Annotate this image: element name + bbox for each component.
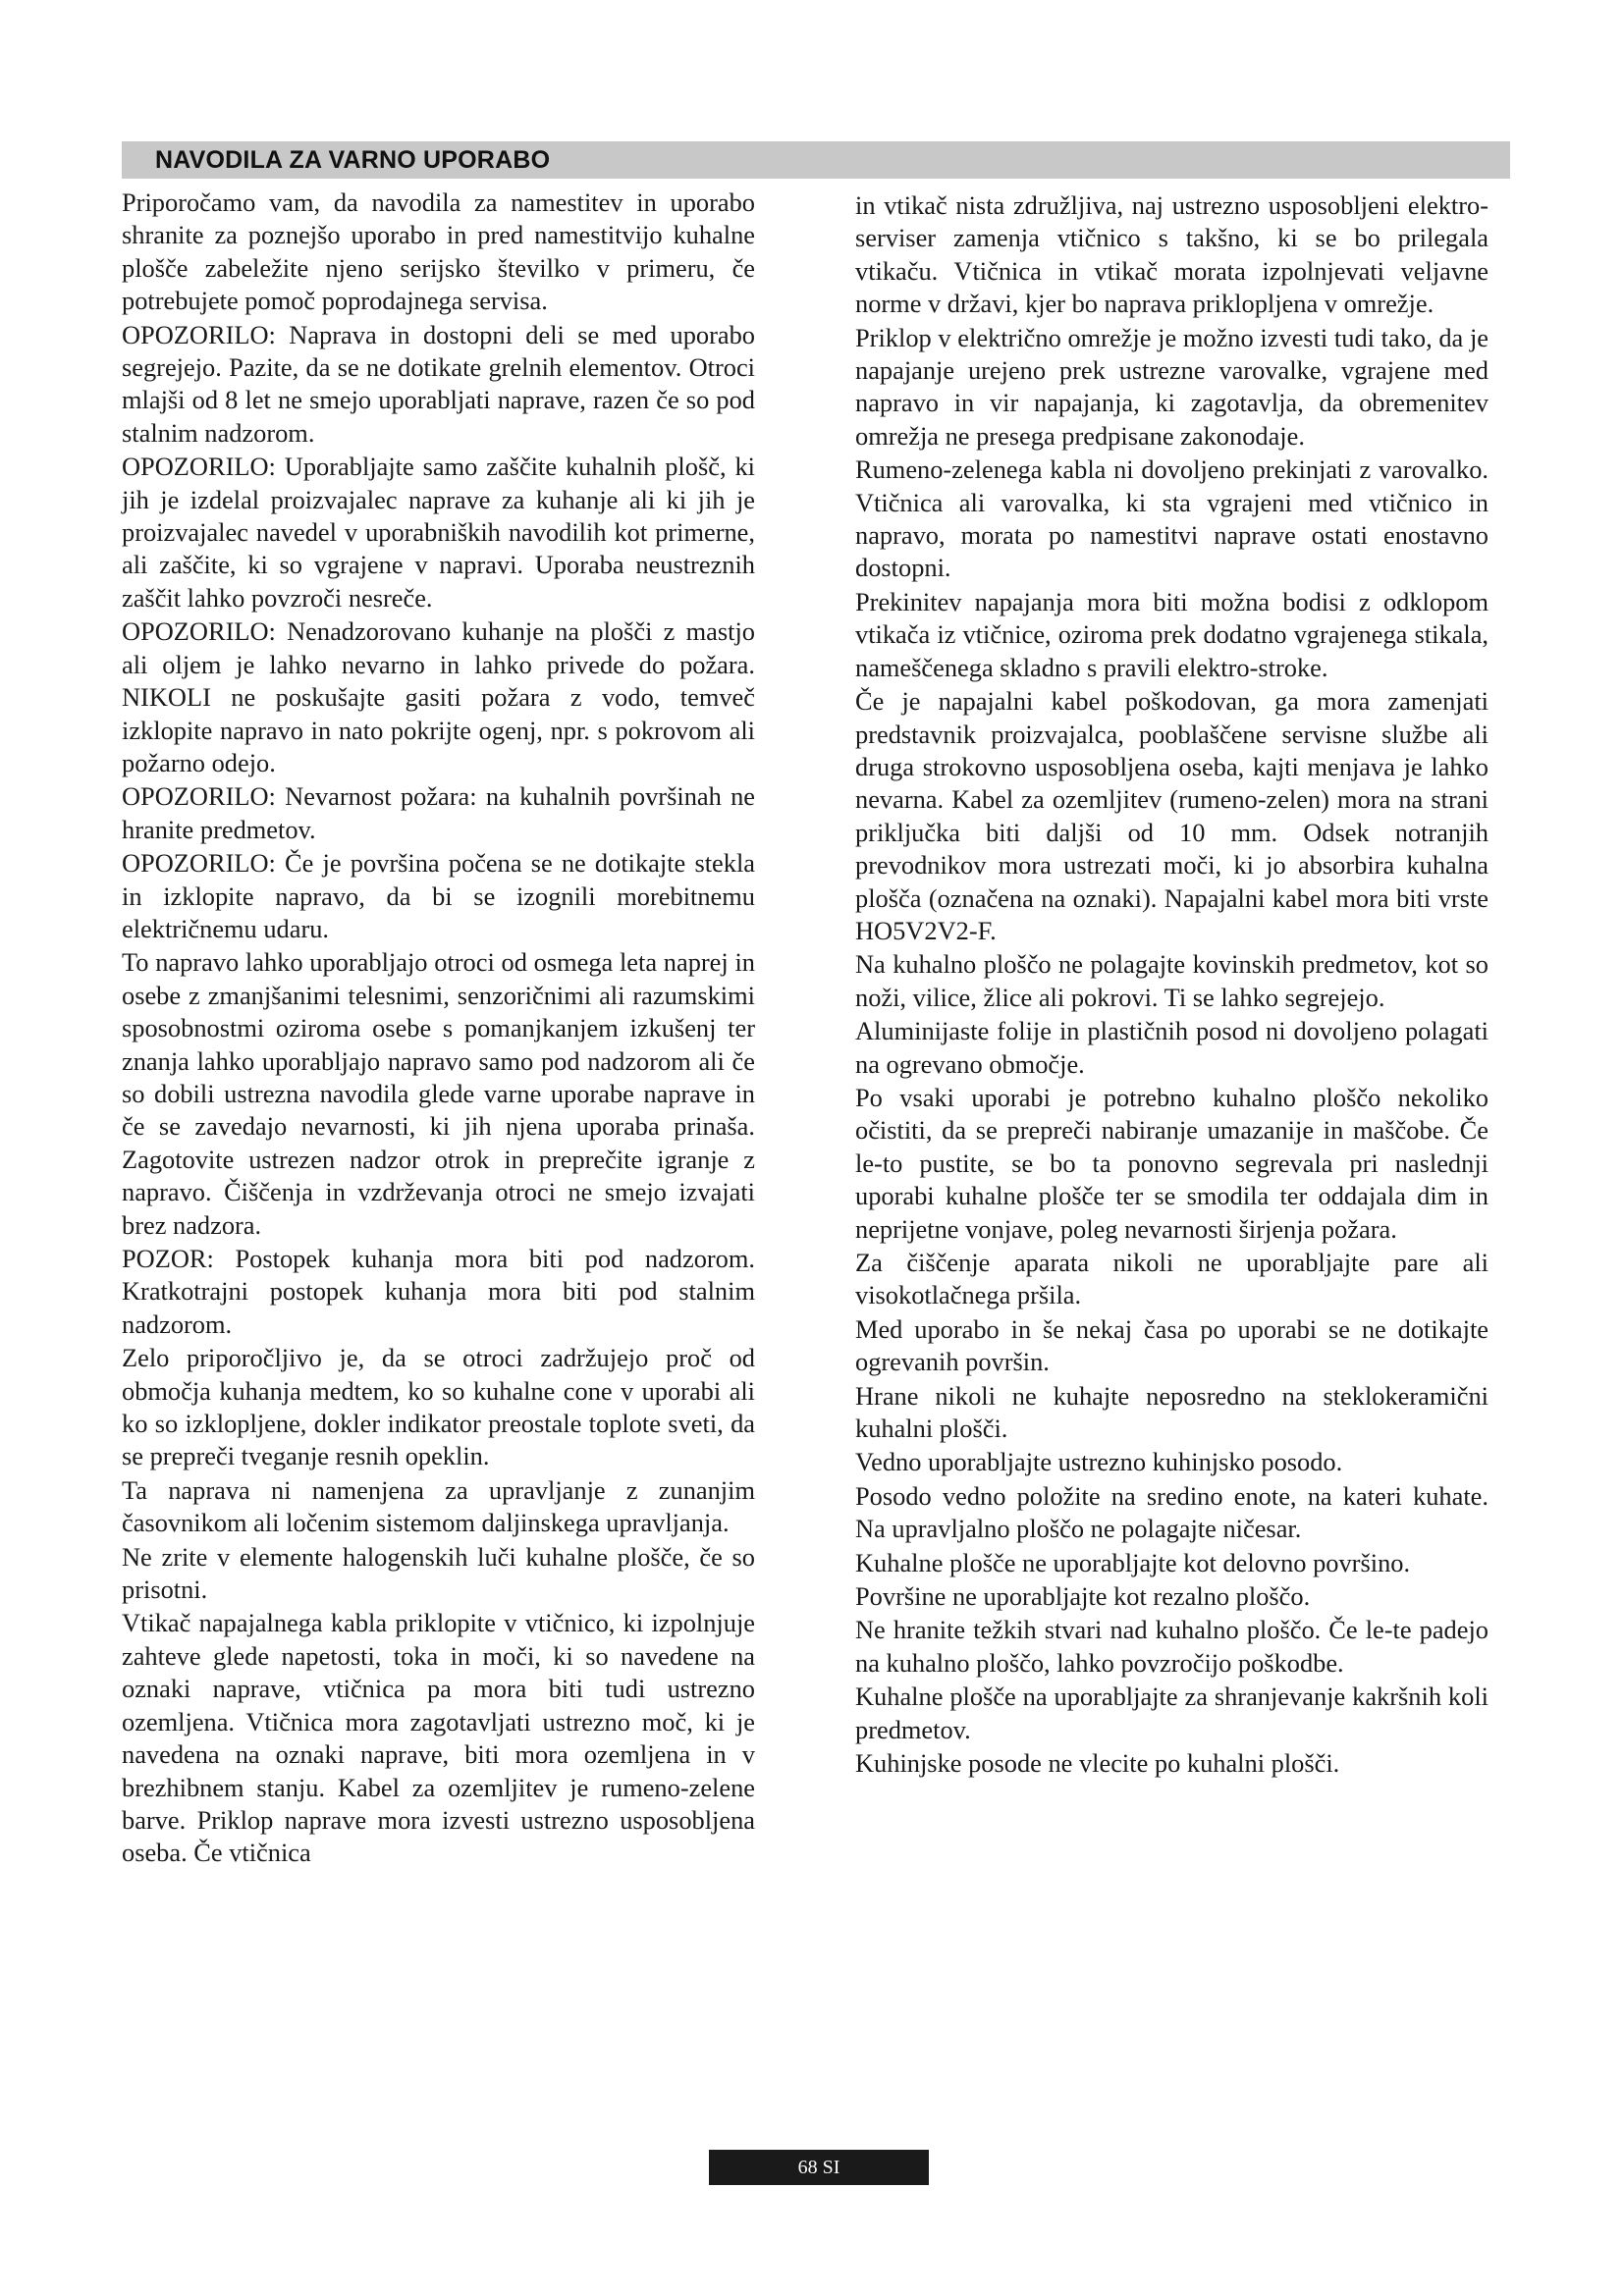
paragraph: in vtikač nista združljiva, naj ustrezno usposobljeni elektro-serviser zamenja vtičnico s takšno, ki se bo prilegala vtikaču. Vtičnica in vtikač morata izpolnjevati veljavne norme v državi, kjer bo naprava priklopljena v omrežje. [855,190,1489,319]
paragraph: Kuhinjske posode ne vlecite po kuhalni plošči. [855,1748,1340,1779]
paragraph: Prekinitev napajanja mora biti možna bodisi z odklopom vtikača iz vtičnice, oziroma prek dodatno vgrajenega stikala, nameščenega skladno s pravili elektro-stroke. [855,586,1489,682]
paragraph: Po vsaki uporabi je potrebno kuhalno ploščo nekoliko očistiti, da se prepreči nabiranje umazanije in maščobe. Če le-to pustite, se bo ta ponovno segrevala pri naslednji uporabi kuhalne plošče ter se smodila ter oddajala dim in neprijetne vonjave, poleg nevarnosti širjenja požara. [855,1082,1489,1244]
paragraph: Posodo vedno položite na sredino enote, na kateri kuhate. Na upravljalno ploščo ne polagajte ničesar. [855,1480,1489,1544]
paragraph: Priklop v električno omrežje je možno izvesti tudi tako, da je napajanje urejeno prek ustrezne varovalke, vgrajene med napravo in vir napajanja, ki zagotavlja, da obremenitev omrežja ne presega predpisane zakonodaje. [855,322,1489,451]
paragraph: POZOR: Postopek kuhanja mora biti pod nadzorom. Kratkotrajni postopek kuhanja mora biti pod stalnim nadzorom. [122,1244,755,1339]
paragraph: Rumeno-zelenega kabla ni dovoljeno prekinjati z varovalko. Vtičnica ali varovalka, ki sta vgrajeni med vtičnico in napravo, morata po namestitvi naprave ostati enostavno dostopni. [855,454,1489,583]
paragraph: OPOZORILO: Uporabljajte samo zaščite kuhalnih plošč, ki jih je izdelal proizvajalec naprave za kuhanje ali ki jih je proizvajalec navedel v uporabniških navodilih kot primerne, ali zaščite, ki so vgrajene v napravi. Uporaba neustreznih zaščit lahko povzroči nesreče. [122,452,755,613]
paragraph: Površine ne uporabljajte kot rezalno ploščo. [855,1581,1311,1612]
paragraph: OPOZORILO: Naprava in dostopni deli se med uporabo segrejejo. Pazite, da se ne dotikate grelnih elementov. Otroci mlajši od 8 let ne smejo uporabljati naprave, razen če so pod stalnim nadzorom. [122,319,755,448]
paragraph: Ta naprava ni namenjena za upravljanje z zunanjim časovnikom ali ločenim sistemom daljinskega upravljanja. [122,1474,755,1538]
right-text-column [855,189,1489,1782]
paragraph: Ne hranite težkih stvari nad kuhalno ploščo. Če le-te padejo na kuhalno ploščo, lahko povzročijo poškodbe. [855,1615,1489,1678]
section-title: NAVODILA ZA VARNO UPORABO [155,146,551,174]
paragraph: Kuhalne plošče ne uporabljajte kot delovno površino. [855,1547,1411,1577]
paragraph: Ne zrite v elemente halogenskih luči kuhalne plošče, če so prisotni. [122,1541,755,1605]
paragraph: OPOZORILO: Nenadzorovano kuhanje na plošči z mastjo ali oljem je lahko nevarno in lahko privede do požara. NIKOLI ne poskušajte gasiti požara z vodo, temveč izklopite napravo in nato pokrijte ogenj, npr. s pokrovom ali požarno odejo. [122,616,755,777]
page-number: 68 SI [709,2150,929,2185]
paragraph: To napravo lahko uporabljajo otroci od osmega leta naprej in osebe z zmanjšanimi telesnimi, senzoričnimi ali razumskimi sposobnostmi oziroma osebe s pomanjkanjem izkušenj ter znanja lahko uporabljajo napravo samo pod nadzorom ali če so dobili ustrezna navodila glede varne uporabe naprave in če se zavedajo nevarnosti, ki jih njena uporaba prinaša. Zagotovite ustrezen nadzor otrok in preprečite igranje z napravo. Čiščenja in vzdrževanja otroci ne smejo izvajati brez nadzora. [122,947,755,1240]
paragraph: Če je napajalni kabel poškodovan, ga mora zamenjati predstavnik proizvajalca, pooblaščene servisne službe ali druga strokovno usposobljena oseba, kajti menjava je lahko nevarna. Kabel za ozemljitev (rumeno-zelen) mora na strani priključka biti daljši od 10 mm. Odsek notranjih prevodnikov mora ustrezati moči, ki jo absorbira kuhalna plošča (označena na oznaki). Napajalni kabel mora biti vrste HO5V2V2-F. [855,686,1489,945]
paragraph: OPOZORILO: Če je površina počena se ne dotikajte stekla in izklopite napravo, da bi se izognili morebitnemu električnemu udaru. [122,848,755,943]
paragraph: Priporočamo vam, da navodila za namestitev in uporabo shranite za poznejšo uporabo in pred namestitvijo kuhalne plošče zabeležite njeno serijsko številko v primeru, če potrebujete pomoč poprodajnega servisa. [122,187,755,316]
paragraph: Zelo priporočljivo je, da se otroci zadržujejo proč od območja kuhanja medtem, ko so kuhalne cone v uporabi ali ko so izklopljene, dokler indikator preostale toplote sveti, da se prepreči tveganje resnih opeklin. [122,1343,755,1471]
paragraph: Vedno uporabljajte ustrezno kuhinjsko posodo. [855,1447,1343,1477]
paragraph: Aluminijaste folije in plastičnih posod ni dovoljeno polagati na ogrevano območje. [855,1016,1489,1079]
paragraph: Na kuhalno ploščo ne polagajte kovinskih predmetov, kot so noži, vilice, žlice ali pokrovi. Ti se lahko segrejejo. [855,949,1489,1012]
paragraph: Za čiščenje aparata nikoli ne uporabljajte pare ali visokotlačnega pršila. [855,1248,1489,1310]
paragraph: Hrane nikoli ne kuhajte neposredno na steklokeramični kuhalni plošči. [855,1380,1489,1444]
paragraph: Med uporabo in še nekaj časa po uporabi se ne dotikajte ogrevanih površin. [855,1313,1489,1377]
left-text-column [122,187,755,1871]
paragraph: Kuhalne plošče na uporabljajte za shranjevanje kakršnih koli predmetov. [855,1682,1489,1744]
paragraph: OPOZORILO: Nevarnost požara: na kuhalnih površinah ne hranite predmetov. [122,781,755,844]
paragraph: Vtikač napajalnega kabla priklopite v vtičnico, ki izpolnjuje zahteve glede napetosti, toka in moči, ki so navedene na oznaki naprave, vtičnica pa mora biti tudi ustrezno ozemljena. Vtičnica mora zagotavljati ustrezno moč, ki je navedena na oznaki naprave, biti mora ozemljena in v brezhibnem stanju. Kabel za ozemljitev je rumeno-zelene barve. Priklop naprave mora izvesti ustrezno usposobljena oseba. Če vtičnica [122,1608,755,1868]
section-header-bar [122,141,1510,179]
